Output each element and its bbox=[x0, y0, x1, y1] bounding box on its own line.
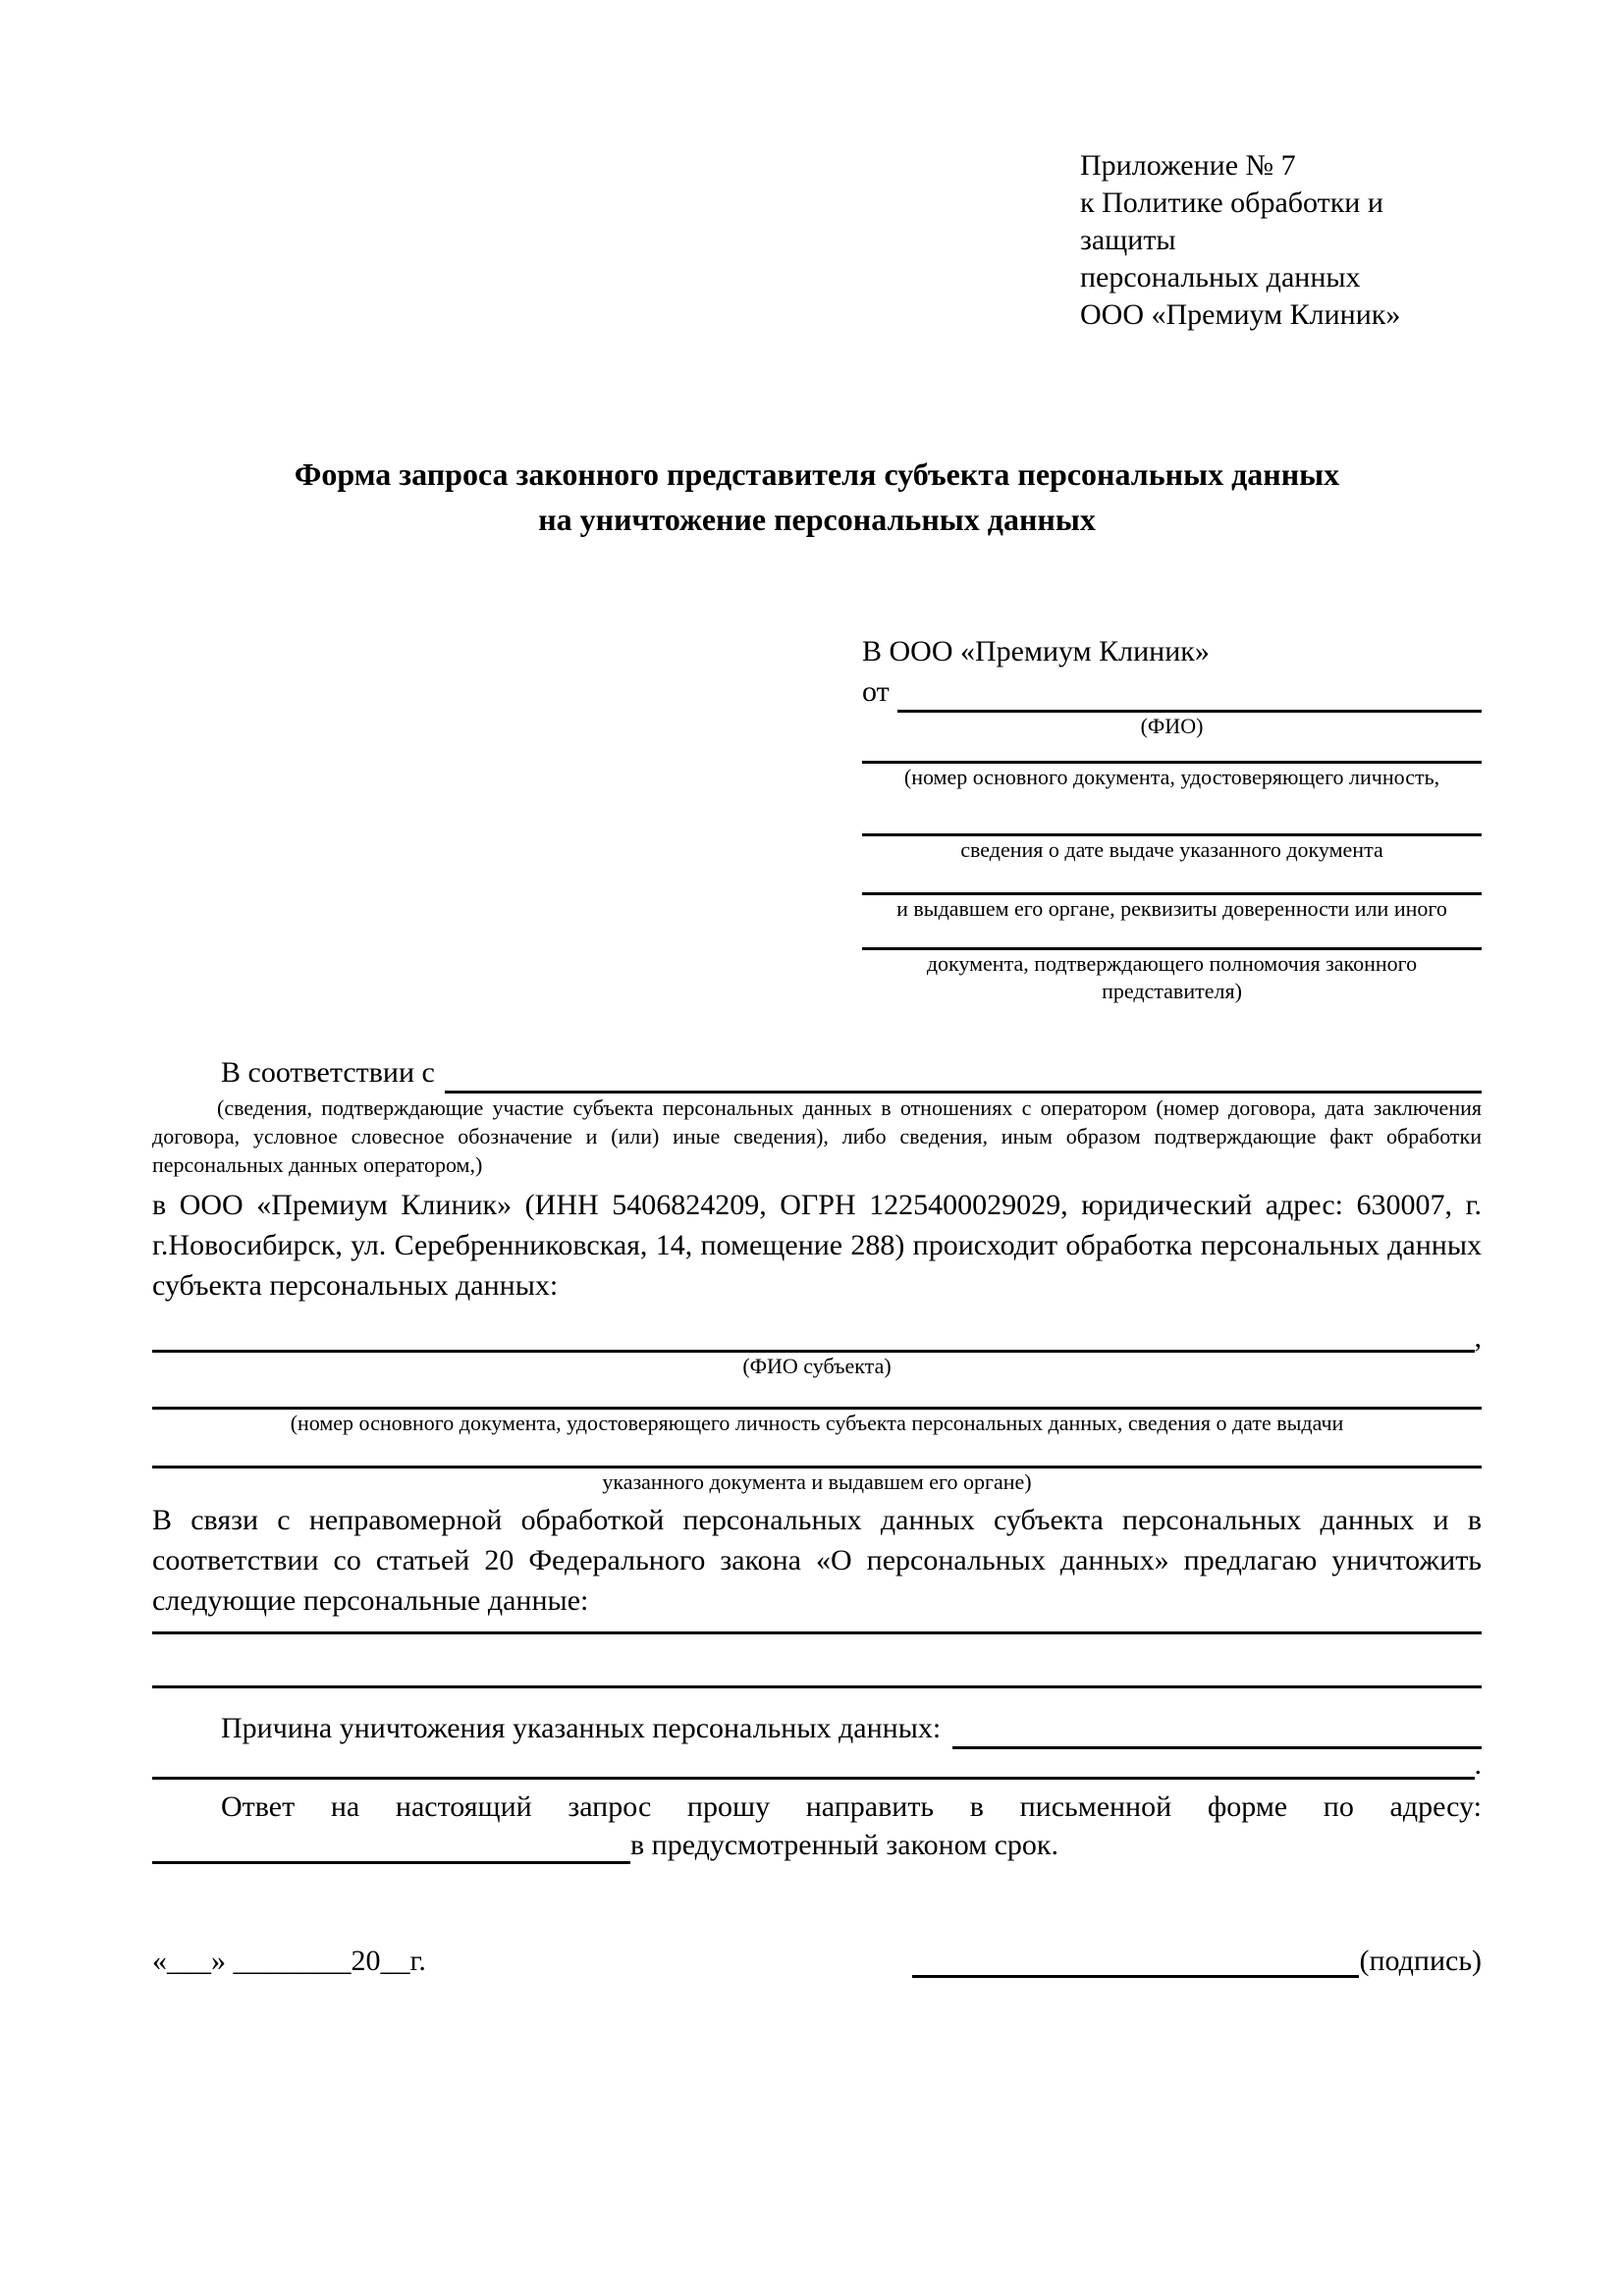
subject-doc-field-2 bbox=[152, 1437, 1482, 1468]
accordance-caption: (сведения, подтверждающие участие субъекта персональных данных в отношениях с оператором (номер договора, дата заключения договора, условное словесное обозначение и (или) иные сведения), либо сведения, иным образом подтверждающие факт обработки персональных данных оператором,) bbox=[152, 1095, 1482, 1177]
addressee-block bbox=[862, 632, 1482, 1005]
reason-line bbox=[152, 1708, 1482, 1749]
data-to-destroy-field-2 bbox=[152, 1685, 1482, 1688]
company-name: ООО «Премиум Клиник» bbox=[1080, 298, 1401, 331]
doc-issue-date-caption: сведения о дате выдаче указанного документа bbox=[960, 837, 1383, 862]
reason-field bbox=[952, 1746, 1482, 1749]
reason-field-2 bbox=[152, 1777, 1475, 1780]
answer-address-line bbox=[152, 1827, 1482, 1864]
answer-address-field bbox=[152, 1827, 630, 1864]
title-line-1: Форма запроса законного представителя субъекта персональных данных bbox=[294, 456, 1340, 492]
title-line-2: на уничтожение персональных данных bbox=[538, 502, 1096, 537]
doc-authority-caption: и выдавшем его органе, реквизиты доверенности или иного bbox=[896, 896, 1447, 921]
subject-fio-comma: , bbox=[1474, 1321, 1482, 1354]
accordance-line bbox=[152, 1052, 1482, 1094]
fio-caption: (ФИО) bbox=[1140, 714, 1204, 738]
subject-doc-field-1 bbox=[152, 1380, 1482, 1410]
data-to-destroy-field-1 bbox=[152, 1631, 1482, 1634]
document-title bbox=[152, 452, 1482, 542]
doc-powers-field bbox=[862, 923, 1482, 950]
signature-group bbox=[912, 1945, 1482, 1978]
addressee-from-line bbox=[862, 671, 1482, 713]
appendix-policy-line2: персональных данных bbox=[1080, 261, 1361, 294]
doc-issue-date-field bbox=[862, 791, 1482, 836]
appendix-number: Приложение № 7 bbox=[1080, 149, 1296, 182]
accordance-lead: В соответствии с bbox=[221, 1056, 435, 1089]
reason-continuation-line bbox=[152, 1749, 1482, 1780]
subject-fio-line bbox=[152, 1319, 1482, 1353]
footer-row bbox=[152, 1945, 1482, 1978]
answer-tail: в предусмотренный законом срок. bbox=[630, 1829, 1058, 1861]
subject-fio-caption: (ФИО субъекта) bbox=[742, 1354, 892, 1378]
from-label: от bbox=[862, 675, 890, 708]
signature-field bbox=[912, 1945, 1359, 1978]
addressee-to: В ООО «Премиум Клиник» bbox=[862, 635, 1210, 667]
document-content bbox=[152, 147, 1482, 1978]
signature-caption: (подпись) bbox=[1359, 1945, 1482, 1977]
subject-doc-caption-1: (номер основного документа, удостоверяющего личность субъекта персональных данных, сведения о дате выдачи bbox=[290, 1411, 1344, 1435]
appendix-policy-line: к Политике обработки и защиты bbox=[1080, 187, 1383, 256]
answer-paragraph: Ответ на настоящий запрос прошу направить в письменной форме по адресу: bbox=[221, 1790, 1482, 1823]
reason-period: . bbox=[1474, 1748, 1482, 1781]
subject-doc-caption-2: указанного документа и выдавшем его органе) bbox=[602, 1469, 1032, 1494]
doc-number-field bbox=[862, 740, 1482, 764]
doc-number-caption: (номер основного документа, удостоверяющего личность, bbox=[903, 765, 1440, 789]
demand-paragraph: В связи с неправомерной обработкой персональных данных субъекта персональных данных и в соответствии со статьей 20 Федерального закона «О персональных данных» предлагаю уничтожить следующие персональные данные: bbox=[152, 1504, 1482, 1617]
doc-powers-caption: документа, подтверждающего полномочия законного представителя) bbox=[926, 951, 1418, 1003]
reason-label: Причина уничтожения указанных персональных данных: bbox=[221, 1712, 942, 1744]
operator-paragraph: в ООО «Премиум Клиник» (ИНН 5406824209, ОГРН 1225400029029, юридический адрес: 630007, г. г.Новосибирск, ул. Серебренниковская, 14, помещение 288) происходит обработка персональных данных субъекта персональных данных: bbox=[152, 1189, 1482, 1302]
date-line: «___» ________20__г. bbox=[152, 1945, 426, 1977]
appendix-header bbox=[1080, 147, 1482, 334]
doc-authority-field bbox=[862, 864, 1482, 895]
